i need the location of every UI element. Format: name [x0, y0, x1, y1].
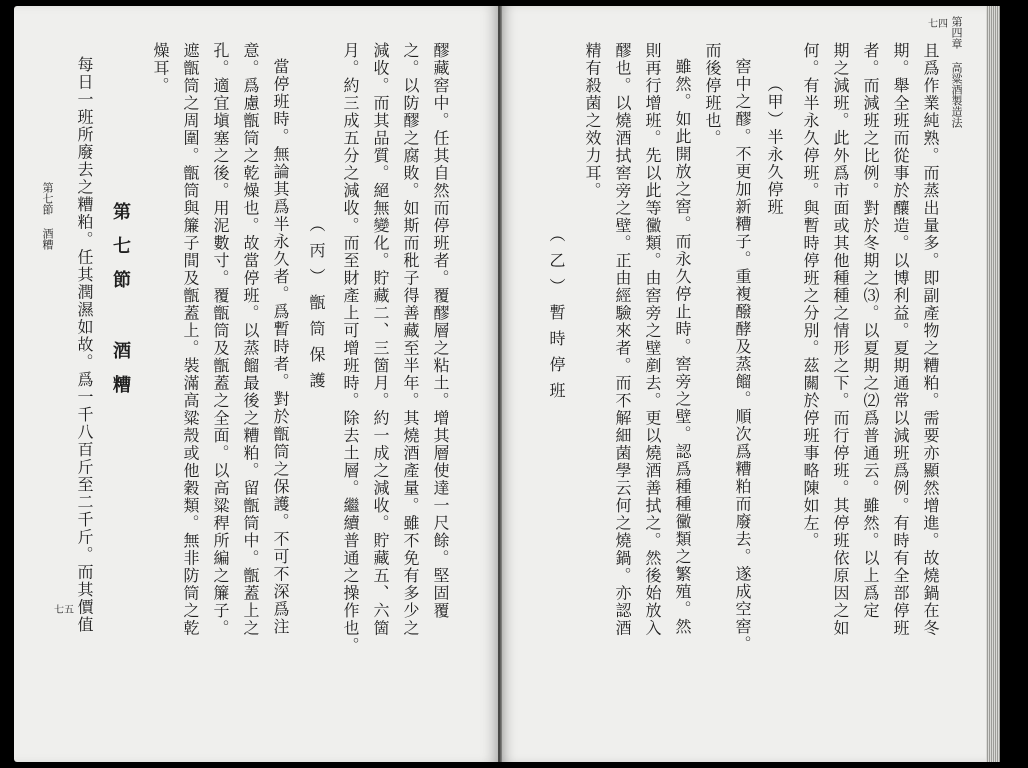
text-line: 何。有半永久停班。與暫時停班之分別。茲關於停班事略陳如左。: [801, 42, 820, 550]
right-page: [500, 6, 986, 762]
text-line: 精有殺菌之效力耳。: [583, 42, 602, 200]
text-line: 期。舉全班而從事於釀造。以博利益。夏期通常以減班爲例。有時有全部停班: [891, 42, 910, 637]
text-line: 之。以防醪之腐敗。如斯而秕子得善藏至半年。其燒酒產量。雖不免有多少之: [401, 42, 420, 637]
section-heading: （甲）半永久停班: [765, 76, 784, 216]
text-line: 意。爲慮甑筒之乾燥也。故當停班。以蒸餾最後之糟粕。留甑筒中。甑蓋上之: [241, 42, 260, 637]
text-line: 醪也。以燒酒拭窖旁之壁。正由經驗來者。而不解細菌學云何之燒鍋。亦認酒: [613, 42, 632, 637]
text-line: 而後停班也。: [703, 42, 722, 147]
page-edges: [986, 6, 1000, 762]
text-line: 則再行增班。先以此等黴類。由窖旁之壁剷去。更以燒酒善拭之。然後始放入: [643, 42, 662, 637]
text-line: 孔。適宜塡塞之後。用泥數寸。覆甑筒及甑蓋之全面。以高粱稈所編之簾子。: [211, 42, 230, 637]
text-line: 減收。而其品質。絕無變化。貯藏二、三箇月。約一成之減收。貯藏五、六箇: [371, 42, 390, 637]
text-line: 者。而減班之比例。對於冬期之⑶。以夏期之⑵爲普通云。雖然。以上爲定: [861, 42, 880, 620]
section-heading: （丙）甑筒保護: [307, 216, 326, 398]
page-number: 七四: [928, 19, 948, 30]
text-line: 雖然。如此開放之窖。而永久停止時。窖旁之壁。認爲種種黴類之繁殖。然: [673, 58, 692, 636]
text-line: 當停班時。無論其爲半永久者。爲暫時者。對於甑筒之保護。不可不深爲注: [271, 58, 290, 636]
text-line: 期之減班。此外爲市面或其他種種之情形之下。而行停班。其停班依原因之如: [831, 42, 850, 637]
running-header: 第四章 高粱酒製造法: [950, 16, 963, 128]
left-page: [14, 6, 498, 762]
text-line: 每日一班所廢去之糟粕。任其潤濕如故。爲一千八百斤至二千斤。而其價值: [75, 56, 94, 634]
text-line: 月。約三成五分之減收。而至財產上可增班時。除去土層。繼續普通之操作也。: [341, 42, 360, 655]
running-footer: 第七節 酒糟: [41, 182, 54, 250]
text-line: 燥耳。: [151, 42, 170, 95]
text-line: 且爲作業純熟。而蒸出量多。即副產物之糟粕。需要亦顯然增進。故燒鍋在冬: [921, 42, 940, 637]
section-heading: （乙）暫時停班: [547, 226, 566, 408]
text-line: 醪藏窖中。任其自然而停班者。覆醪層之粘土。增其層使達一尺餘。堅固覆: [431, 42, 450, 620]
page-number: 七五: [54, 605, 74, 616]
chapter-section-title: 第七節 酒糟: [110, 202, 131, 409]
text-line: 遮甑筒之周圍。甑筒與簾子間及甑蓋上。裝滿高粱殼或他穀類。無非防筒之乾: [181, 42, 200, 637]
text-line: 窖中之醪。不更加新糟子。重複醱酵及蒸餾。順次爲糟粕而廢去。遂成空窖。: [733, 58, 752, 653]
